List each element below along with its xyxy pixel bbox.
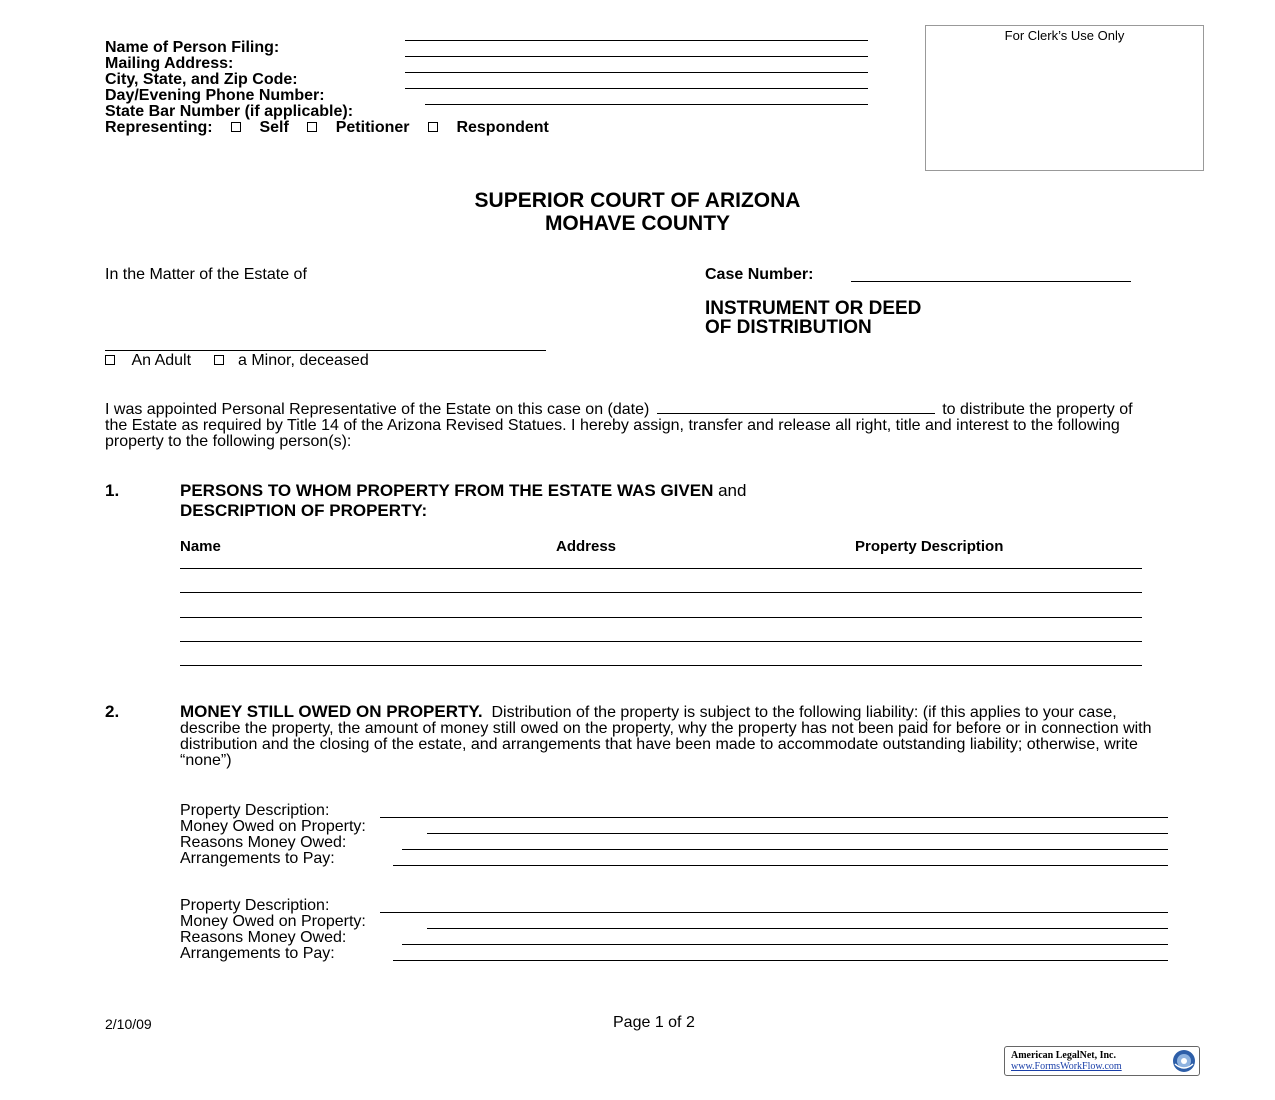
petitioner-checkbox[interactable] — [307, 122, 317, 132]
filer-phone-label: Day/Evening Phone Number: — [105, 87, 325, 104]
respondent-option: Respondent — [456, 119, 549, 136]
liability2-reasons-label: Reasons Money Owed: — [180, 929, 347, 946]
filer-bar-label: State Bar Number (if applicable): — [105, 103, 354, 120]
globe-icon — [1171, 1048, 1197, 1074]
section2-body: Distribution of the property is subject to the following liability: (if this applies to your case, describe the property, the amount of money still owed on the property, why the property has not been paid for before or in connection with distribution and the closing of the estate, and arrangements that have been made to accommodate outstanding liability; otherwise, write “none”) — [180, 704, 1152, 769]
col-header-property-description: Property Description — [855, 538, 1004, 555]
estate-of-label: In the Matter of the Estate of — [105, 266, 307, 283]
liability1-owed-label: Money Owed on Property: — [180, 818, 366, 835]
distribution-row-2[interactable] — [180, 592, 1142, 593]
liability2-arrangements-field[interactable] — [393, 960, 1168, 961]
section2-number: 2. — [105, 702, 120, 721]
filer-name-field[interactable] — [405, 40, 868, 41]
petitioner-option: Petitioner — [335, 119, 410, 136]
filer-address-field[interactable] — [405, 56, 868, 57]
clerk-use-box — [925, 25, 1204, 171]
liability2-property-field[interactable] — [380, 912, 1168, 913]
representing-label: Representing: — [105, 119, 213, 136]
section1-heading-line2: DESCRIPTION OF PROPERTY: — [180, 501, 428, 520]
decedent-name-field[interactable] — [105, 350, 546, 351]
self-checkbox[interactable] — [231, 122, 241, 132]
filer-city-label: City, State, and Zip Code: — [105, 71, 298, 88]
section1-heading-and: and — [718, 481, 747, 500]
liability1-reasons-field[interactable] — [402, 849, 1168, 850]
filer-city-field[interactable] — [405, 72, 868, 73]
minor-checkbox[interactable] — [214, 355, 224, 365]
revision-date: 2/10/09 — [105, 1016, 152, 1032]
distribution-row-5[interactable] — [180, 665, 1142, 666]
section1-heading-bold: PERSONS TO WHOM PROPERTY FROM THE ESTATE WAS GIVEN — [180, 481, 714, 500]
representing-row — [105, 119, 549, 135]
decedent-status-row — [105, 352, 369, 370]
case-number-field[interactable] — [851, 281, 1131, 282]
liability2-reasons-field[interactable] — [402, 944, 1168, 945]
section2-heading: MONEY STILL OWED ON PROPERTY. — [180, 702, 483, 721]
clerk-use-label: For Clerk’s Use Only — [1004, 28, 1125, 43]
document-title-line2: OF DISTRIBUTION — [705, 317, 872, 338]
intro-text-part2: to distribute the property of the Estate as required by Title 14 of the Arizona Revised Statues. I hereby assign, transfer and release all right, title and interest to the following property to the following person(s): — [105, 401, 1133, 450]
intro-paragraph — [105, 401, 1135, 450]
liability1-reasons-label: Reasons Money Owed: — [180, 834, 347, 851]
intro-text-part1: I was appointed Personal Representative of the Estate on this case on (date) — [105, 401, 650, 418]
liability1-property-label: Property Description: — [180, 802, 330, 819]
liability1-arrangements-label: Arrangements to Pay: — [180, 850, 335, 867]
liability2-owed-field[interactable] — [427, 928, 1168, 929]
liability1-arrangements-field[interactable] — [393, 865, 1168, 866]
adult-checkbox[interactable] — [105, 355, 115, 365]
filer-phone-field[interactable] — [405, 88, 868, 89]
american-legalnet-badge[interactable] — [1004, 1046, 1200, 1076]
court-name: SUPERIOR COURT OF ARIZONA — [474, 189, 801, 212]
filer-address-label: Mailing Address: — [105, 55, 234, 72]
filer-bar-field[interactable] — [425, 104, 868, 105]
liability2-owed-label: Money Owed on Property: — [180, 913, 366, 930]
brand-url-link[interactable]: www.FormsWorkFlow.com — [1011, 1061, 1122, 1072]
liability2-arrangements-label: Arrangements to Pay: — [180, 945, 335, 962]
distribution-row-3[interactable] — [180, 617, 1142, 618]
distribution-row-1[interactable] — [180, 568, 1142, 569]
col-header-name: Name — [180, 538, 221, 555]
filer-name-label: Name of Person Filing: — [105, 39, 280, 56]
case-number-label: Case Number: — [705, 266, 814, 283]
minor-option: a Minor, deceased — [237, 352, 369, 369]
brand-name: American LegalNet, Inc. — [1011, 1050, 1116, 1061]
distribution-row-4[interactable] — [180, 641, 1142, 642]
self-option: Self — [259, 119, 289, 136]
liability1-property-field[interactable] — [380, 817, 1168, 818]
document-title-line1: INSTRUMENT OR DEED — [705, 298, 922, 319]
section1-heading — [180, 481, 746, 501]
page-number: Page 1 of 2 — [613, 1014, 695, 1031]
liability1-owed-field[interactable] — [427, 833, 1168, 834]
section2-text — [180, 704, 1165, 769]
section1-number: 1. — [105, 481, 120, 500]
col-header-address: Address — [556, 538, 617, 555]
respondent-checkbox[interactable] — [428, 122, 438, 132]
court-county: MOHAVE COUNTY — [544, 212, 731, 235]
adult-option: An Adult — [131, 352, 192, 369]
appointment-date-field[interactable] — [657, 401, 935, 414]
liability2-property-label: Property Description: — [180, 897, 330, 914]
